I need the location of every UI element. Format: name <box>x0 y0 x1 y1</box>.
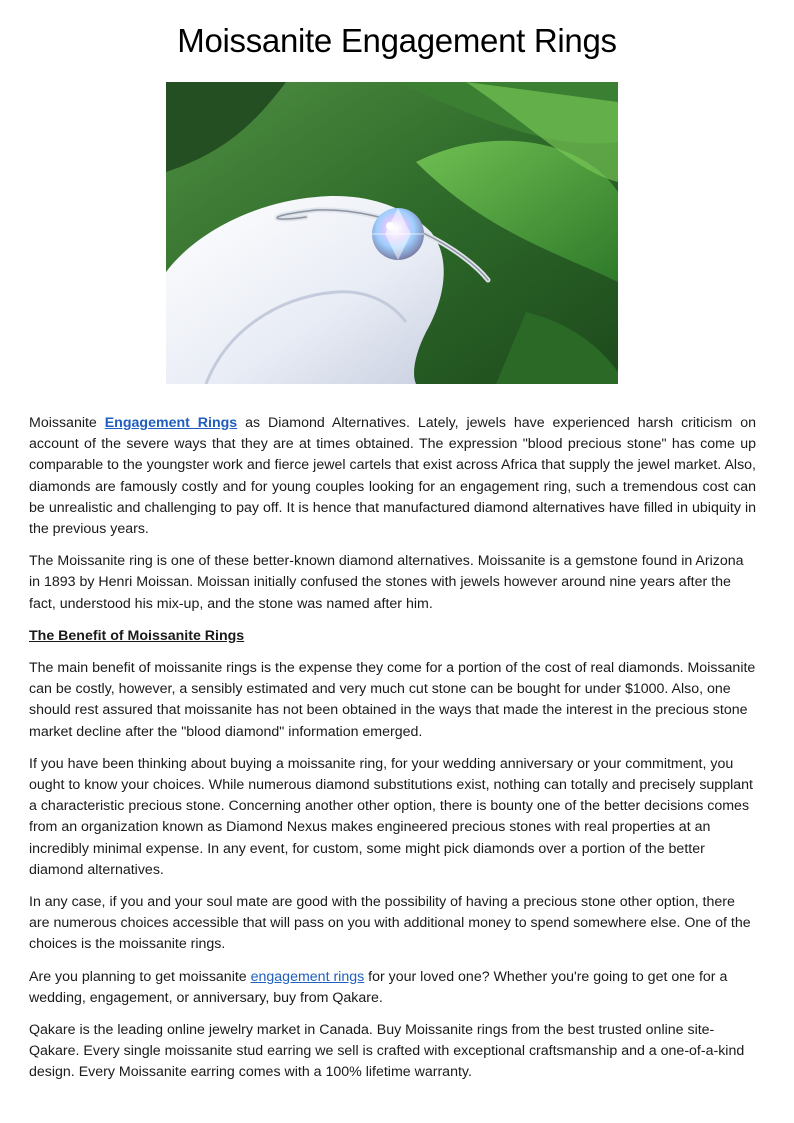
ring-photo-illustration <box>166 82 618 384</box>
paragraph-history: The Moissanite ring is one of these better-known diamond alternatives. Moissanite is a gemstone found in Arizona in 1893 by Henri Moissan. Moissan initially confused the stones with jewels however around nine years after the fact, understood his mix-up, and the stone was named after him. <box>29 553 744 612</box>
paragraph-text: for your loved one? Whether you're going to get one for a wedding, engagement, or anniversary, buy from Qakare. <box>29 968 728 1006</box>
paragraph-alternatives: In any case, if you and your soul mate are good with the possibility of having a precious stone other option, there are numerous choices accessible that will pass on you with additional money to spend somewhere else. One of the choices is the moissanite rings. <box>29 894 751 953</box>
ring-photo <box>166 82 618 384</box>
paragraph-intro <box>29 413 756 540</box>
section-heading: The Benefit of Moissanite Rings <box>29 627 245 644</box>
paragraph-text: Are you planning to get moissanite <box>29 968 251 985</box>
engagement-rings-link[interactable]: Engagement Rings <box>104 415 238 431</box>
engagement-rings-link-2[interactable]: engagement rings <box>250 968 365 985</box>
paragraph-text: as Diamond Alternatives. Lately, jewels have experienced harsh criticism on account of the severe ways that they are at times obtained. The expression "blood precious stone" has come up comparable to the youngster work and fierce jewel cartels that exist across Africa that supply the jewel market. Also, diamonds are famously costly and for young couples looking for an engagement ring, such a tremendous cost can be unrealistic and challenging to pay off. It is hence that manufactured diamond alternatives have filled in ubiquity in the previous years. <box>29 415 756 538</box>
paragraph-benefit: The main benefit of moissanite rings is the expense they come for a portion of the cost of real diamonds. Moissanite can be costly, however, a sensibly estimated and very much cut stone can be bought for under $1000. Also, one should rest assured that moissanite has not been obtained in the ways that made the interest in the precious stone market decline after the "blood diamond" information emerged. <box>29 660 756 740</box>
page-title: Moissanite Engagement Rings <box>177 22 617 59</box>
paragraph-cta <box>29 967 756 1009</box>
paragraph-text: Moissanite <box>29 415 105 431</box>
paragraph-choices: If you have been thinking about buying a moissanite ring, for your wedding anniversary or your commitment, you ought to know your choices. While numerous diamond substitutions exist, nothing can totally and precisely supplant a characteristic precious stone. Concerning another other option, there is bounty one of the better decisions comes from an organization known as Diamond Nexus makes engineered precious stones with real properties at an incredibly minimal expense. In any event, for custom, some might pick diamonds over a portion of the better diamond alternatives. <box>29 755 753 878</box>
paragraph-qakare: Qakare is the leading online jewelry market in Canada. Buy Moissanite rings from the best trusted online site-Qakare. Every single moissanite stud earring we sell is crafted with exceptional craftsmanship and a one-of-a-kind design. Every Moissanite earring comes with a 100% lifetime warranty. <box>29 1022 745 1081</box>
article-body <box>29 413 756 1095</box>
